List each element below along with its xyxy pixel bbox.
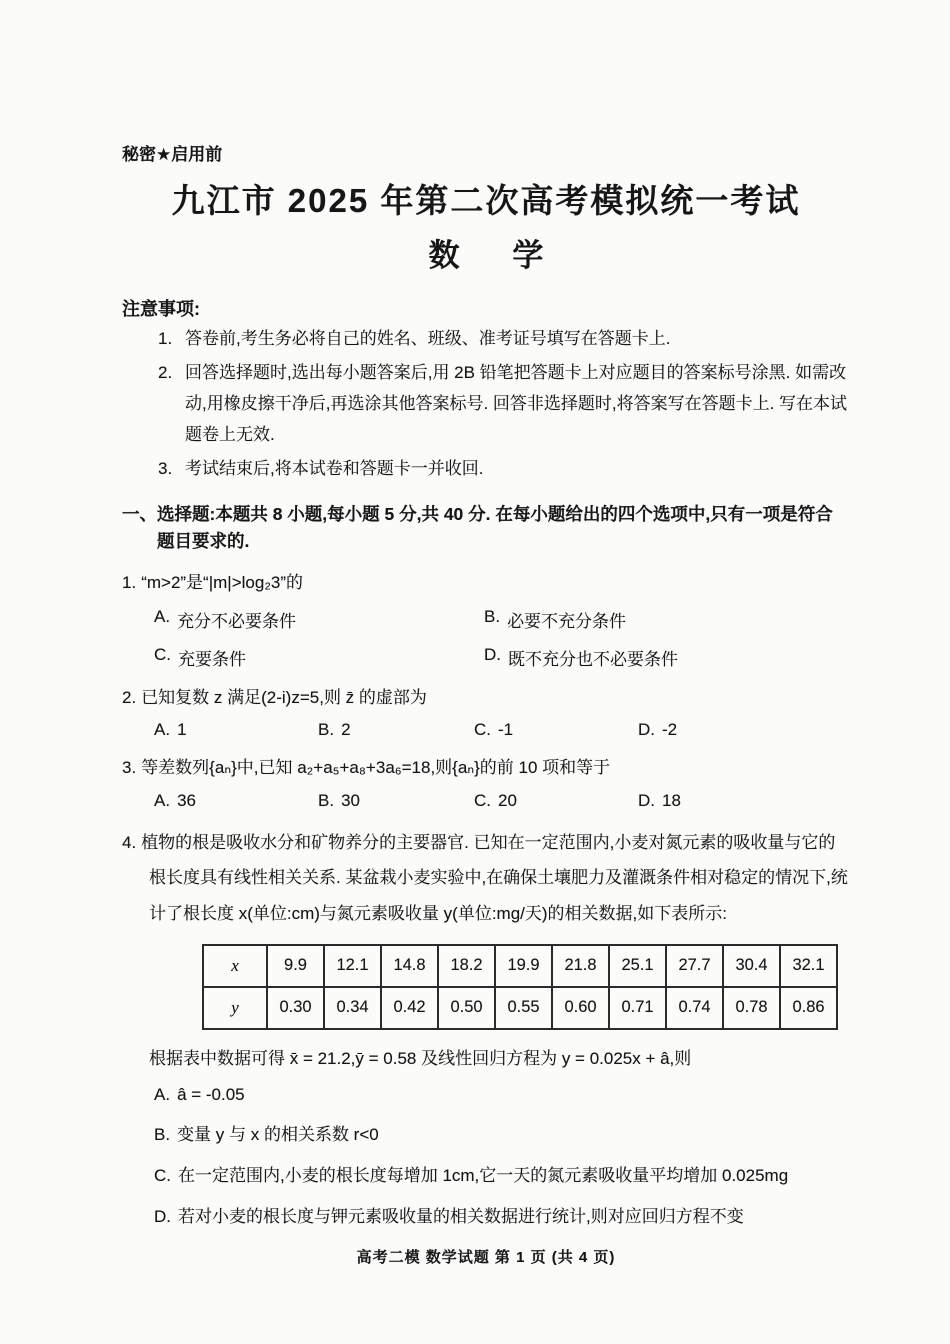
regression-data-table <box>202 944 838 1030</box>
exam-subject: 数学 <box>428 238 597 273</box>
question-1-option-b <box>484 607 850 632</box>
question-number: 3. <box>122 758 137 778</box>
option-label: B. <box>154 1125 171 1145</box>
option-text: 若对小麦的根长度与钾元素吸收量的相关数据进行统计,则对应回归方程不变 <box>178 1207 744 1227</box>
option-label: B. <box>318 720 335 740</box>
question-3-option-b <box>318 791 474 811</box>
table-cell: 0.78 <box>723 987 780 1029</box>
table-row-x <box>203 945 837 987</box>
option-text: 30 <box>341 790 360 810</box>
option-text: â = -0.05 <box>177 1084 245 1104</box>
option-text: 18 <box>662 790 681 810</box>
question-stem-text: 等差数列{aₙ}中,已知 a₂+a₅+a₈+3a₆=18,则{aₙ}的前 10 项和等于 <box>141 758 611 778</box>
table-cell: 21.8 <box>552 945 609 987</box>
table-cell: 0.71 <box>609 987 666 1029</box>
table-row-label-y: y <box>203 987 267 1029</box>
option-label: C. <box>474 790 491 810</box>
question-stem-text: “m>2”是“|m|>log₂3”的 <box>141 572 304 592</box>
option-label: A. <box>154 607 171 627</box>
table-cell: 0.60 <box>552 987 609 1029</box>
option-text: 必要不充分条件 <box>507 612 627 632</box>
table-cell: 0.55 <box>495 987 552 1029</box>
notice-item-2 <box>122 358 850 451</box>
option-label: D. <box>484 645 501 665</box>
question-2-option-d <box>638 720 850 740</box>
question-number: 1. <box>122 572 137 592</box>
option-label: B. <box>484 607 501 627</box>
question-4-option-c <box>154 1162 850 1191</box>
notice-item-text: 答卷前,考生务必将自己的姓名、班级、准考证号填写在答题卡上. <box>185 329 671 348</box>
question-4-option-b <box>154 1121 850 1150</box>
notice-heading: 注意事项: <box>122 299 200 319</box>
option-text: 1 <box>177 720 187 740</box>
question-3 <box>122 754 850 810</box>
question-stem-text: 已知复数 z 满足(2-i)z=5,则 z̄ 的虚部为 <box>141 688 427 708</box>
option-text: 变量 y 与 x 的相关系数 r<0 <box>177 1125 379 1145</box>
question-3-option-c <box>474 791 638 811</box>
option-text: 20 <box>498 790 517 810</box>
question-2 <box>122 684 850 740</box>
security-classification: 秘密★启用前 <box>122 145 223 164</box>
option-text: 36 <box>177 790 196 810</box>
option-text: 2 <box>341 720 351 740</box>
table-row-y <box>203 987 837 1029</box>
question-4-option-a <box>154 1081 850 1110</box>
option-label: C. <box>154 1166 171 1186</box>
table-cell: 30.4 <box>723 945 780 987</box>
notice-item-number: 2. <box>158 362 173 382</box>
question-4-stem <box>122 825 850 932</box>
question-2-option-c <box>474 720 638 740</box>
table-cell: 0.50 <box>438 987 495 1029</box>
question-4-post-table-text: 根据表中数据可得 x̄ = 21.2,ȳ = 0.58 及线性回归方程为 y = 0.025x + â,则 <box>149 1048 692 1068</box>
section-1-heading: 一、选择题:本题共 8 小题,每小题 5 分,共 40 分. 在每小题给出的四个选项中,只有一项是符合题目要求的. <box>122 503 833 551</box>
option-label: A. <box>154 790 171 810</box>
question-3-option-a <box>154 791 318 811</box>
question-2-option-b <box>318 720 474 740</box>
option-label: C. <box>154 645 171 665</box>
question-3-option-d <box>638 791 850 811</box>
table-cell: 14.8 <box>381 945 438 987</box>
option-text: 充分不必要条件 <box>177 612 297 632</box>
table-cell: 0.86 <box>780 987 837 1029</box>
table-cell: 0.42 <box>381 987 438 1029</box>
notice-item-text: 回答选择题时,选出每小题答案后,用 2B 铅笔把答题卡上对应题目的答案标号涂黑. 如需改动,用橡皮擦干净后,再选涂其他答案标号. 回答非选择题时,将答案写在答题卡上. 写在本试题卷上无效. <box>185 362 848 444</box>
question-1 <box>122 569 850 670</box>
table-cell: 9.9 <box>267 945 324 987</box>
question-2-stem <box>122 684 850 711</box>
question-3-stem <box>122 754 850 781</box>
question-number: 2. <box>122 688 137 708</box>
exam-title: 九江市 2025 年第二次高考模拟统一考试 <box>171 182 801 219</box>
table-row-label-x: x <box>203 945 267 987</box>
question-1-stem <box>122 569 850 596</box>
page-footer: 高考二模 数学试题 第 1 页 (共 4 页) <box>356 1249 616 1267</box>
option-text: 充要条件 <box>178 650 246 670</box>
option-label: B. <box>318 790 335 810</box>
notice-item-number: 3. <box>158 458 173 478</box>
option-text: -1 <box>498 720 514 740</box>
question-1-option-a <box>154 607 484 632</box>
option-label: A. <box>154 1084 171 1104</box>
notice-item-text: 考试结束后,将本试卷和答题卡一并收回. <box>185 458 484 478</box>
option-label: D. <box>638 790 655 810</box>
option-label: A. <box>154 720 171 740</box>
table-cell: 27.7 <box>666 945 723 987</box>
notice-item-1 <box>122 324 850 355</box>
table-cell: 12.1 <box>324 945 381 987</box>
option-text: 既不充分也不必要条件 <box>508 650 678 670</box>
option-text: -2 <box>662 720 678 740</box>
table-cell: 19.9 <box>495 945 552 987</box>
question-2-option-a <box>154 720 318 740</box>
question-1-option-c <box>154 645 484 670</box>
question-2-options <box>122 720 850 740</box>
question-4-option-d <box>154 1203 850 1232</box>
table-cell: 25.1 <box>609 945 666 987</box>
question-4-options <box>122 1081 850 1233</box>
option-label: C. <box>474 720 491 740</box>
table-cell: 0.30 <box>267 987 324 1029</box>
option-label: D. <box>154 1207 171 1227</box>
option-label: D. <box>638 720 655 740</box>
table-cell: 18.2 <box>438 945 495 987</box>
question-1-options <box>122 607 850 670</box>
notice-item-3 <box>122 454 850 485</box>
table-cell: 0.34 <box>324 987 381 1029</box>
question-stem-text: 植物的根是吸收水分和矿物养分的主要器官. 已知在一定范围内,小麦对氮元素的吸收量与它的根长度具有线性相关关系. 某盆栽小麦实验中,在确保土壤肥力及灌溉条件相对稳定的情况下,统计了根长度 x(单位:cm)与氮元素吸收量 y(单位:mg/天)的相关数据,如下表所示: <box>141 832 848 923</box>
option-text: 在一定范围内,小麦的根长度每增加 1cm,它一天的氮元素吸收量平均增加 0.025mg <box>178 1166 789 1186</box>
table-cell: 32.1 <box>780 945 837 987</box>
question-3-options <box>122 791 850 811</box>
question-number: 4. <box>122 832 137 852</box>
question-4 <box>122 825 850 1233</box>
table-cell: 0.74 <box>666 987 723 1029</box>
notice-item-number: 1. <box>158 329 173 348</box>
question-1-option-d <box>484 645 850 670</box>
